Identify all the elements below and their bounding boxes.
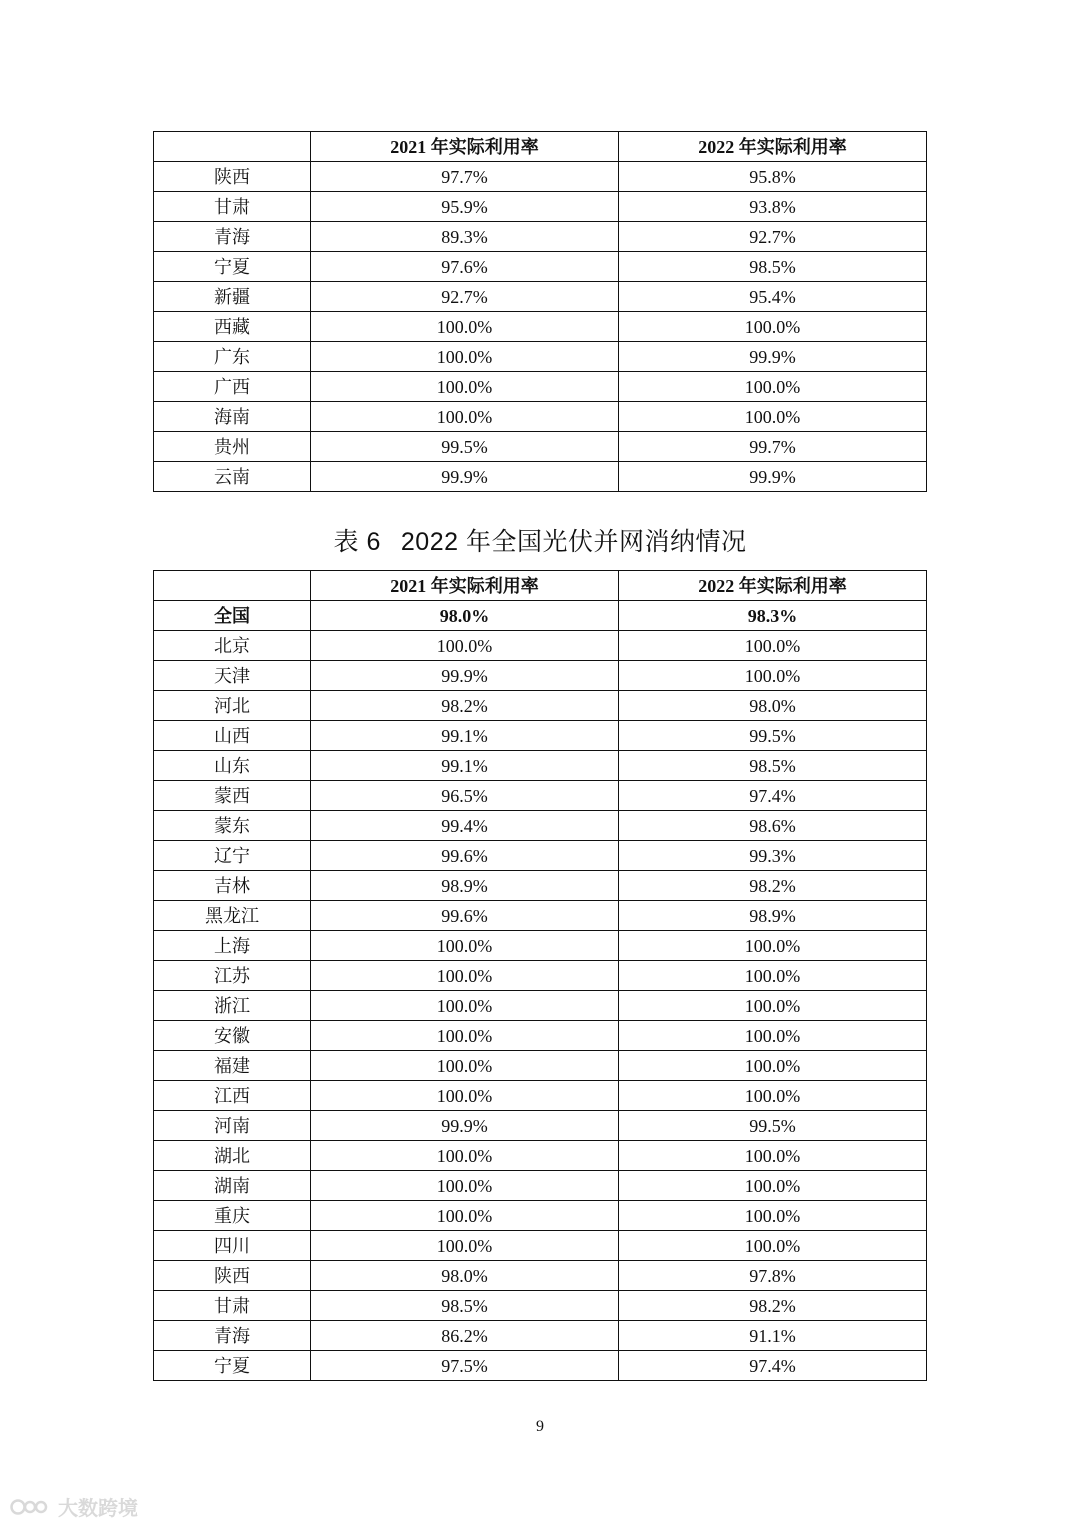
table-row [154,1111,927,1141]
table-row [154,1321,927,1351]
rate-2021-cell: 99.9% [311,462,619,492]
table-row [154,342,927,372]
rate-2022-cell: 98.5% [619,252,927,282]
region-cell: 河南 [154,1111,311,1141]
rate-2021-cell: 99.4% [311,811,619,841]
rate-2022-cell: 99.9% [619,462,927,492]
rate-2022-cell: 100.0% [619,312,927,342]
table-row [154,372,927,402]
region-cell: 江西 [154,1081,311,1111]
region-cell: 云南 [154,462,311,492]
rate-2022-cell: 95.8% [619,162,927,192]
rate-2021-cell: 98.5% [311,1291,619,1321]
table-row [154,222,927,252]
table-row [154,1081,927,1111]
rate-2022-cell: 100.0% [619,1171,927,1201]
rate-2022-cell: 98.2% [619,1291,927,1321]
rate-2021-cell: 100.0% [311,342,619,372]
region-cell: 北京 [154,631,311,661]
region-cell: 天津 [154,661,311,691]
rate-2021-cell: 99.1% [311,751,619,781]
header-row [154,132,927,162]
rate-2021-cell: 86.2% [311,1321,619,1351]
rate-2022-cell: 100.0% [619,1051,927,1081]
rate-2022-cell: 99.3% [619,841,927,871]
table-row [154,841,927,871]
rate-2021-cell: 100.0% [311,312,619,342]
region-cell: 湖北 [154,1141,311,1171]
rate-2022-cell: 98.6% [619,811,927,841]
rate-2022-cell: 95.4% [619,282,927,312]
table-row [154,1141,927,1171]
region-cell: 河北 [154,691,311,721]
utilization-table-continued [153,131,927,492]
table-row [154,691,927,721]
table-row [154,991,927,1021]
rate-2021-cell: 100.0% [311,961,619,991]
region-cell: 宁夏 [154,252,311,282]
table-row [154,192,927,222]
watermark [10,1492,138,1521]
column-header [154,132,311,162]
table-row [154,961,927,991]
rate-2022-cell: 97.4% [619,781,927,811]
rate-2022-cell: 99.7% [619,432,927,462]
rate-2022-cell: 100.0% [619,1231,927,1261]
table-row [154,811,927,841]
table-row [154,901,927,931]
rate-2021-cell: 98.9% [311,871,619,901]
rate-2022-cell: 100.0% [619,961,927,991]
region-cell: 黑龙江 [154,901,311,931]
rate-2021-cell: 98.0% [311,1261,619,1291]
region-cell: 青海 [154,222,311,252]
column-header: 2021 年实际利用率 [311,571,619,601]
rate-2021-cell: 96.5% [311,781,619,811]
rate-2022-cell: 100.0% [619,1081,927,1111]
rate-2021-cell: 100.0% [311,402,619,432]
rate-2022-cell: 91.1% [619,1321,927,1351]
rate-2021-cell: 99.5% [311,432,619,462]
region-cell: 蒙西 [154,781,311,811]
national-pv-grid-absorption-table [153,570,927,1381]
rate-2022-cell: 99.5% [619,721,927,751]
page-number: 9 [536,1418,544,1435]
rate-2022-cell: 98.9% [619,901,927,931]
rate-2021-cell: 100.0% [311,631,619,661]
region-cell: 西藏 [154,312,311,342]
rate-2021-cell: 99.1% [311,721,619,751]
region-cell: 全国 [154,601,311,631]
rate-2022-cell: 93.8% [619,192,927,222]
table-row [154,661,927,691]
table-row [154,1291,927,1321]
rate-2021-cell: 95.9% [311,192,619,222]
watermark-text: 大数跨境 [58,1498,138,1520]
region-cell: 上海 [154,931,311,961]
table-row [154,312,927,342]
rate-2022-cell: 98.2% [619,871,927,901]
rate-2021-cell: 98.2% [311,691,619,721]
rate-2021-cell: 99.6% [311,901,619,931]
rate-2022-cell: 98.5% [619,751,927,781]
table-row [154,1231,927,1261]
rate-2022-cell: 100.0% [619,991,927,1021]
rate-2021-cell: 98.0% [311,601,619,631]
region-cell: 甘肃 [154,1291,311,1321]
rate-2022-cell: 100.0% [619,402,927,432]
table-caption [0,522,1080,558]
rate-2022-cell: 98.0% [619,691,927,721]
rate-2022-cell: 100.0% [619,1201,927,1231]
region-cell: 广东 [154,342,311,372]
rate-2021-cell: 100.0% [311,1051,619,1081]
region-cell: 安徽 [154,1021,311,1051]
region-cell: 山东 [154,751,311,781]
region-cell: 四川 [154,1231,311,1261]
table-row [154,631,927,661]
rate-2021-cell: 92.7% [311,282,619,312]
region-cell: 重庆 [154,1201,311,1231]
rate-2022-cell: 100.0% [619,372,927,402]
watermark-logo-icon [10,1496,52,1518]
table-row [154,282,927,312]
region-cell: 陕西 [154,162,311,192]
rate-2021-cell: 100.0% [311,1201,619,1231]
rate-2022-cell: 99.5% [619,1111,927,1141]
table-row [154,462,927,492]
rate-2021-cell: 100.0% [311,1141,619,1171]
table-row [154,162,927,192]
table-row [154,1171,927,1201]
region-cell: 甘肃 [154,192,311,222]
table-row [154,402,927,432]
rate-2021-cell: 99.9% [311,661,619,691]
rate-2021-cell: 100.0% [311,1171,619,1201]
table-row [154,781,927,811]
rate-2021-cell: 99.6% [311,841,619,871]
column-header: 2021 年实际利用率 [311,132,619,162]
rate-2022-cell: 92.7% [619,222,927,252]
table-row [154,1351,927,1381]
rate-2022-cell: 98.3% [619,601,927,631]
region-cell: 陕西 [154,1261,311,1291]
rate-2021-cell: 97.5% [311,1351,619,1381]
region-cell: 新疆 [154,282,311,312]
region-cell: 吉林 [154,871,311,901]
header-row [154,571,927,601]
table-row [154,1261,927,1291]
rate-2022-cell: 100.0% [619,1141,927,1171]
table-row [154,721,927,751]
rate-2022-cell: 99.9% [619,342,927,372]
rate-2021-cell: 100.0% [311,1231,619,1261]
region-cell: 蒙东 [154,811,311,841]
region-cell: 辽宁 [154,841,311,871]
region-cell: 海南 [154,402,311,432]
rate-2021-cell: 99.9% [311,1111,619,1141]
column-header [154,571,311,601]
rate-2022-cell: 100.0% [619,931,927,961]
region-cell: 湖南 [154,1171,311,1201]
region-cell: 贵州 [154,432,311,462]
rate-2022-cell: 100.0% [619,1021,927,1051]
table-row [154,252,927,282]
rate-2021-cell: 100.0% [311,1021,619,1051]
table-row [154,751,927,781]
table-row [154,871,927,901]
table-row [154,1201,927,1231]
rate-2021-cell: 100.0% [311,1081,619,1111]
table-title: 2022 年全国光伏并网消纳情况 [400,528,747,556]
column-header: 2022 年实际利用率 [619,132,927,162]
rate-2022-cell: 100.0% [619,661,927,691]
table-row [154,931,927,961]
table-row [154,1051,927,1081]
table-row [154,601,927,631]
rate-2021-cell: 100.0% [311,931,619,961]
region-cell: 宁夏 [154,1351,311,1381]
region-cell: 青海 [154,1321,311,1351]
rate-2022-cell: 97.8% [619,1261,927,1291]
region-cell: 浙江 [154,991,311,1021]
rate-2022-cell: 97.4% [619,1351,927,1381]
column-header: 2022 年实际利用率 [619,571,927,601]
table-row [154,1021,927,1051]
rate-2021-cell: 89.3% [311,222,619,252]
rate-2021-cell: 100.0% [311,991,619,1021]
rate-2021-cell: 97.7% [311,162,619,192]
region-cell: 江苏 [154,961,311,991]
rate-2021-cell: 100.0% [311,372,619,402]
table-row [154,432,927,462]
rate-2021-cell: 97.6% [311,252,619,282]
rate-2022-cell: 100.0% [619,631,927,661]
region-cell: 福建 [154,1051,311,1081]
table-number: 表 6 [333,528,381,556]
region-cell: 广西 [154,372,311,402]
region-cell: 山西 [154,721,311,751]
